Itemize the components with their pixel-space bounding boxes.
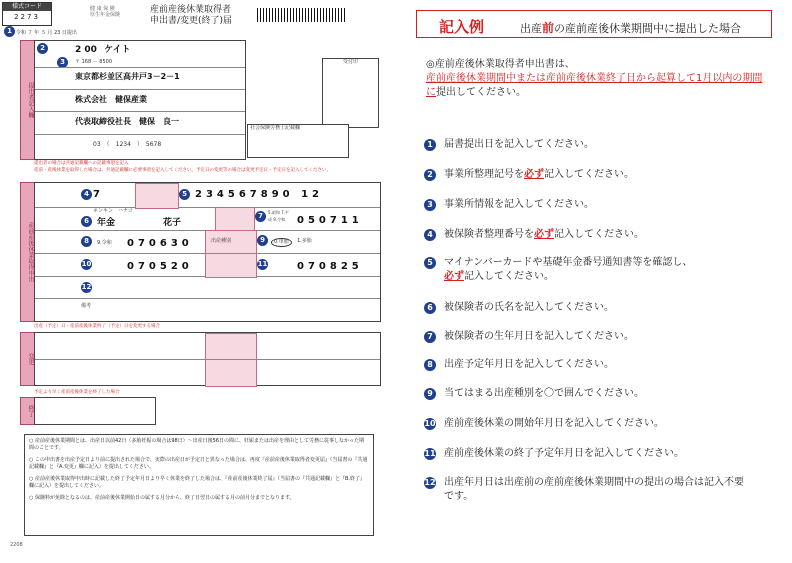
guide-step-6 [424,301,614,315]
note-4: ○ 保険料が免除となるのは、産前産後休業開始日の属する月分から、終了日翌日の属する月の前月分までとなります。 [29,495,295,501]
step-7-icon: 7 [424,331,436,343]
guide-step-7 [424,330,634,344]
step-12-icon: 12 [424,478,436,487]
guide-step-1 [424,138,594,152]
note-2: ○ この申出書を出産予定日より前に提出された場合で、実際の出産日が予定日と異なった場合は、再度『産前産後休業取得者変更届』（当届書の『共通記載欄』と『A.変更』欄に記入）を提出してください。 [29,457,368,470]
end-date: 070825 [297,261,363,272]
birth-type-single: 0.単胎 [271,238,292,247]
red-note-2: 産前・産後休業を取得した場合は、共通記載欄に必要事項を記入してください。予定日の変更等の場合は変更予定日・予定日を記入してください。 [34,168,331,173]
guide-title-post: の産前産後休業期間中に提出した場合 [554,22,742,35]
red-note-1: 提出者の場合は共通記載欄への記載事項を記入 [34,161,129,166]
step-2-emph: 必ず [524,169,544,180]
surname: 年金 [97,218,116,228]
office-address: 東京都杉並区高井戸3－2－1 [75,72,180,81]
guide-step-9 [424,387,644,401]
guide-title-pre: 出産 [520,22,542,35]
given-name: 花子 [163,218,182,228]
start-date: 070520 [127,261,193,272]
step-9-icon: 9 [424,388,436,400]
office-section [34,40,246,160]
submission-date: 令和 ７ 年 ５ 月 23 日提出 [16,30,77,36]
step-4-pre: 被保険者整理番号を [444,229,534,240]
insured-number: 7 [93,189,104,200]
step-2-pre: 事業所整理記号を [444,169,524,180]
form-title-line-1: 産前産後休業取得者 [150,5,232,15]
step-11-icon: 11 [424,449,436,458]
change-side-label: 変更 [20,332,36,386]
office-name: 株式会社 健保産業 [75,95,147,104]
step-5-pre: マイナンバーカードや基礎年金番号通知書等を確認し、 [444,257,693,268]
step-4-icon: 4 [424,229,436,241]
step-6-text: 被保険者の氏名を記入してください。 [444,302,614,313]
marker-12-icon: 12 [81,283,92,291]
step-12-text: 出産年月日は出産前の産前産後休業期間中の提出の場合は記入不要です。 [444,477,744,502]
remarks-label: 備考 [81,303,92,309]
guide-step-2 [424,168,634,182]
guide-intro [426,58,766,100]
step-2-post: 記入してください。 [544,169,634,180]
page-code: 2208 [10,542,23,548]
prefix-line-2: 厚生年金保険 [90,12,121,18]
step-4-emph: 必ず [534,229,554,240]
intro-line-1: ◎産前産後休業取得者申出書は、 [426,59,575,70]
step-10-text: 産前産後休業の開始年月日を記入してください。 [444,418,664,429]
insured-section [34,182,381,322]
marker-1-icon: 1 [4,26,15,37]
change-red-note: 出産（予定）日・産前産後休業終了（予定）日を変更する場合 [34,324,160,329]
marker-2-icon: 2 [37,43,48,54]
guide-title-text [520,19,741,36]
step-3-icon: 3 [424,199,436,211]
guide-step-8 [424,358,614,372]
marker-3-icon: 3 [57,57,68,68]
end-red-note: 予定より早く産前産後休業を終了した場合 [34,390,120,395]
marker-10-icon: 10 [81,260,92,268]
birth-date: 050711 [297,215,363,226]
office-code [75,42,130,55]
note-3: ○ 産前産後休業取得申出時に記載した終了予定年月日より早く休業を終了した場合は、『産前産後休業終了届』（当届書の『共通記載欄』と『B.終了』欄に記入）を提出してください。 [29,476,365,489]
guide-step-10 [424,417,664,431]
step-6-icon: 6 [424,302,436,314]
step-4-post: 記入してください。 [554,229,644,240]
my-number: 234567890 12 [195,189,324,200]
guide-step-4 [424,228,644,242]
office-code-a: 2 [75,45,82,55]
step-3-text: 事業所情報を記入してください。 [444,199,594,210]
change-section [34,332,381,386]
sharoushi-label: 社会保険労務士記載欄 [250,125,301,131]
guide-step-5 [424,256,692,284]
marker-11-icon: 11 [257,260,268,268]
office-side-label: 提出者記入欄 [20,40,36,160]
step-10-icon: 10 [424,419,436,428]
guide-step-3 [424,198,594,212]
receipt-stamp-box [322,58,379,128]
phone-number: 03 （ 1234 ） 5678 [93,141,162,148]
form-title [150,5,232,27]
office-code-b: 00 [84,45,97,55]
barcode [257,8,347,22]
step-5-post: 記入してください。 [464,271,554,282]
step-2-icon: 2 [424,169,436,181]
application-form [2,2,390,558]
declare-side-label: 産前産後休業取得申出 [20,182,36,322]
step-5-emph: 必ず [444,271,464,282]
step-5-text [444,256,692,284]
insurance-prefix [90,6,120,18]
postal-code: 〒 168 － 8500 [75,59,113,65]
office-code-c: ケイト [104,45,131,55]
guide-title-box [416,10,772,38]
marker-6-icon: 6 [81,216,92,227]
prefix-line-1: 健 康 保 険 [90,6,115,12]
birth-type-multi: 1.多胎 [297,238,312,244]
form-code-box [2,2,52,26]
intro-line-2: 提出してください。 [436,87,526,98]
notes-box [24,434,374,536]
step-1-icon: 1 [424,139,436,151]
guide-step-11 [424,447,684,461]
form-title-line-2: 申出書/変更(終了)届 [150,16,233,26]
marker-5-icon: 5 [179,189,190,200]
kana-name: ネンキン ハナコ [93,208,133,214]
birth-type-label: 出産種別 [211,238,232,244]
step-4-text [444,228,644,242]
guide-step-12 [424,476,744,504]
note-1: ○ 産前産後休業期間とは、出産日以前42日（多胎妊娠の場合は98日）～出産日後56日の間に、妊娠または出産を理由として労務に従事しなかった期間のことです。 [29,438,365,451]
marker-4-icon: 4 [81,189,92,200]
due-era: 9.令和 [97,240,112,246]
marker-9-icon: 9 [257,235,268,246]
guide-title-label: 記入例 [439,18,485,36]
form-code-value: 2273 [14,13,40,21]
marker-8-icon: 8 [81,236,92,247]
end-section [34,397,156,425]
form-code-label: 様式コード [3,3,51,11]
step-5-icon: 5 [424,257,436,269]
step-2-text [444,168,634,182]
representative-name: 代表取締役社長 健保 良一 [75,117,179,126]
intro-red: 産前産後休業期間中または産前産後休業終了日から起算して1月以内の期間に [426,73,763,98]
step-8-icon: 8 [424,359,436,371]
guide-title-emph: 前 [542,21,555,35]
step-1-text: 届書提出日を記入してください。 [444,139,594,150]
marker-7-icon: 7 [255,211,266,222]
receipt-stamp-label: 受付印 [342,59,358,65]
step-7-text: 被保険者の生年月日を記入してください。 [444,331,634,342]
end-side-label: 終了 [20,397,36,425]
step-11-text: 産前産後休業の終了予定年月日を記入してください。 [444,448,684,459]
step-8-text: 出産予定年月日を記入してください。 [444,359,614,370]
step-9-text: 当てはまる出産種別を〇で囲んでください。 [444,388,644,399]
sharoushi-box [247,124,349,158]
birth-era: 5.昭和 7.平成 9.令和 [268,210,289,222]
due-date: 070630 [127,238,193,249]
